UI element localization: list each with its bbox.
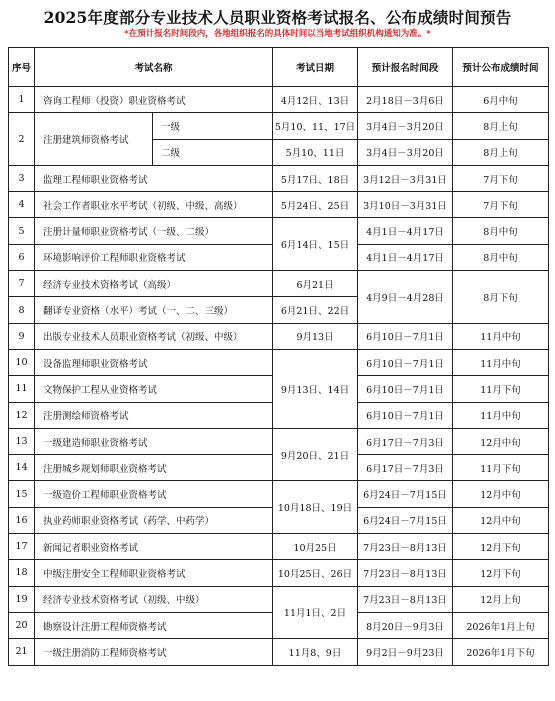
row-signup-period: 4月1日－4月17日	[358, 218, 453, 244]
row-exam-date: 5月10、11日	[273, 139, 358, 165]
row-signup-period: 6月17日－7月3日	[358, 455, 453, 481]
notice-subtitle: *在预计报名时间段内，各地组织报名的具体时间以当地考试组织机构通知为准。*	[124, 29, 431, 39]
row-score-release: 8月中旬	[453, 244, 549, 270]
table-row	[9, 428, 549, 454]
table-row	[9, 165, 549, 191]
table-row	[9, 639, 549, 665]
exam-schedule-table	[8, 47, 549, 666]
row-exam-date: 10月18日、19日	[273, 481, 358, 534]
header-exam-date: 考试日期	[273, 48, 358, 87]
row-score-release: 8月中旬	[453, 218, 549, 244]
row-score-release: 8月上旬	[453, 113, 549, 139]
row-exam-name: 文物保护工程从业资格考试	[35, 376, 273, 402]
header-signup-period: 预计报名时间段	[358, 48, 453, 87]
row-signup-period: 9月2日－9月23日	[358, 639, 453, 665]
row-exam-name: 执业药师职业资格考试（药学、中药学）	[35, 507, 273, 533]
row-seq: 10	[9, 349, 35, 375]
row-exam-name: 翻译专业资格（水平）考试（一、二、三级）	[35, 297, 273, 323]
row-exam-name: 一级注册消防工程师资格考试	[35, 639, 273, 665]
row-score-release: 11月中旬	[453, 323, 549, 349]
table-row	[9, 271, 549, 297]
row-seq: 6	[9, 244, 35, 270]
row-exam-date: 11月1日、2日	[273, 586, 358, 639]
row-exam-name: 新闻记者职业资格考试	[35, 534, 273, 560]
row-seq: 12	[9, 402, 35, 428]
row-exam-name: 经济专业技术资格考试（高级）	[35, 271, 273, 297]
row-score-release: 6月中旬	[453, 87, 549, 113]
row-exam-date: 11月8、9日	[273, 639, 358, 665]
row-score-release: 8月下旬	[453, 271, 549, 324]
table-row	[9, 192, 549, 218]
row-signup-period: 8月20日－9月3日	[358, 612, 453, 638]
row-signup-period: 3月4日－3月20日	[358, 113, 453, 139]
row-exam-date: 9月13日	[273, 323, 358, 349]
row-exam-name: 勘察设计注册工程师资格考试	[35, 612, 273, 638]
row-exam-date: 10月25日、26日	[273, 560, 358, 586]
row-signup-period: 6月10日－7月1日	[358, 376, 453, 402]
row-seq: 21	[9, 639, 35, 665]
row-seq: 14	[9, 455, 35, 481]
row-exam-name: 环境影响评价工程师职业资格考试	[35, 244, 273, 270]
row-seq: 20	[9, 612, 35, 638]
table-row	[9, 560, 549, 586]
row-signup-period: 3月4日－3月20日	[358, 139, 453, 165]
row-exam-name: 社会工作者职业水平考试（初级、中级、高级）	[35, 192, 273, 218]
row-signup-period: 4月9日－4月28日	[358, 271, 453, 324]
row-seq: 5	[9, 218, 35, 244]
row-seq: 9	[9, 323, 35, 349]
row-exam-name: 注册城乡规划师职业资格考试	[35, 455, 273, 481]
row-exam-date: 5月24日、25日	[273, 192, 358, 218]
row-signup-period: 3月12日－3月31日	[358, 165, 453, 191]
row-exam-name: 注册建筑师资格考试	[35, 113, 153, 166]
row-signup-period: 6月10日－7月1日	[358, 323, 453, 349]
row-exam-date: 6月21日、22日	[273, 297, 358, 323]
row-score-release: 7月下旬	[453, 165, 549, 191]
row-seq: 2	[9, 113, 35, 166]
row-score-release: 11月中旬	[453, 402, 549, 428]
row-exam-date: 9月13日、14日	[273, 349, 358, 428]
row-exam-level: 二级	[153, 139, 273, 165]
row-signup-period: 6月17日－7月3日	[358, 428, 453, 454]
table-row	[9, 87, 549, 113]
row-signup-period: 6月10日－7月1日	[358, 402, 453, 428]
row-seq: 16	[9, 507, 35, 533]
row-score-release: 12月中旬	[453, 481, 549, 507]
row-score-release: 8月上旬	[453, 139, 549, 165]
row-signup-period: 7月23日－8月13日	[358, 586, 453, 612]
row-seq: 17	[9, 534, 35, 560]
row-signup-period: 6月24日－7月15日	[358, 481, 453, 507]
row-exam-name: 注册计量师职业资格考试（一级、二级）	[35, 218, 273, 244]
row-score-release: 12月中旬	[453, 428, 549, 454]
row-score-release: 2026年1月下旬	[453, 639, 549, 665]
row-exam-name: 监理工程师职业资格考试	[35, 165, 273, 191]
row-signup-period: 4月1日－4月17日	[358, 244, 453, 270]
row-seq: 15	[9, 481, 35, 507]
row-score-release: 12月中旬	[453, 507, 549, 533]
table-row	[9, 586, 549, 612]
row-score-release: 12月上旬	[453, 586, 549, 612]
row-seq: 19	[9, 586, 35, 612]
row-seq: 3	[9, 165, 35, 191]
row-exam-level: 一级	[153, 113, 273, 139]
table-header-row	[9, 48, 549, 87]
row-seq: 8	[9, 297, 35, 323]
row-score-release: 12月下旬	[453, 534, 549, 560]
row-score-release: 11月下旬	[453, 376, 549, 402]
row-exam-name: 咨询工程师（投资）职业资格考试	[35, 87, 273, 113]
row-exam-date: 9月20日、21日	[273, 428, 358, 481]
row-seq: 7	[9, 271, 35, 297]
row-exam-date: 5月10、11、17日	[273, 113, 358, 139]
row-exam-name: 一级造价工程师职业资格考试	[35, 481, 273, 507]
row-exam-name: 出版专业技术人员职业资格考试（初级、中级）	[35, 323, 273, 349]
row-seq: 13	[9, 428, 35, 454]
table-row	[9, 534, 549, 560]
row-seq: 4	[9, 192, 35, 218]
row-exam-date: 5月17日、18日	[273, 165, 358, 191]
row-score-release: 12月下旬	[453, 560, 549, 586]
row-signup-period: 6月10日－7月1日	[358, 349, 453, 375]
row-signup-period: 7月23日－8月13日	[358, 534, 453, 560]
page-title: 2025年度部分专业技术人员职业资格考试报名、公布成绩时间预告	[43, 8, 512, 27]
row-seq: 1	[9, 87, 35, 113]
header-exam-name: 考试名称	[35, 48, 273, 87]
row-exam-name: 设备监理师职业资格考试	[35, 349, 273, 375]
row-score-release: 11月下旬	[453, 455, 549, 481]
row-signup-period: 6月24日－7月15日	[358, 507, 453, 533]
table-row	[9, 349, 549, 375]
table-row	[9, 218, 549, 244]
row-exam-name: 注册测绘师资格考试	[35, 402, 273, 428]
row-exam-name: 中级注册安全工程师职业资格考试	[35, 560, 273, 586]
row-signup-period: 7月23日－8月13日	[358, 560, 453, 586]
row-score-release: 2026年1月上旬	[453, 612, 549, 638]
row-seq: 18	[9, 560, 35, 586]
table-row	[9, 113, 549, 139]
row-signup-period: 3月10日－3月31日	[358, 192, 453, 218]
row-exam-name: 经济专业技术资格考试（初级、中级）	[35, 586, 273, 612]
header-score-release: 预计公布成绩时间	[453, 48, 549, 87]
row-seq: 11	[9, 376, 35, 402]
row-exam-date: 6月21日	[273, 271, 358, 297]
row-exam-date: 6月14日、15日	[273, 218, 358, 271]
row-exam-name: 一级建造师职业资格考试	[35, 428, 273, 454]
row-exam-date: 10月25日	[273, 534, 358, 560]
row-score-release: 11月中旬	[453, 349, 549, 375]
row-exam-date: 4月12日、13日	[273, 87, 358, 113]
row-signup-period: 2月18日－3月6日	[358, 87, 453, 113]
row-score-release: 7月下旬	[453, 192, 549, 218]
header-seq: 序号	[9, 48, 35, 87]
table-row	[9, 481, 549, 507]
table-row	[9, 323, 549, 349]
